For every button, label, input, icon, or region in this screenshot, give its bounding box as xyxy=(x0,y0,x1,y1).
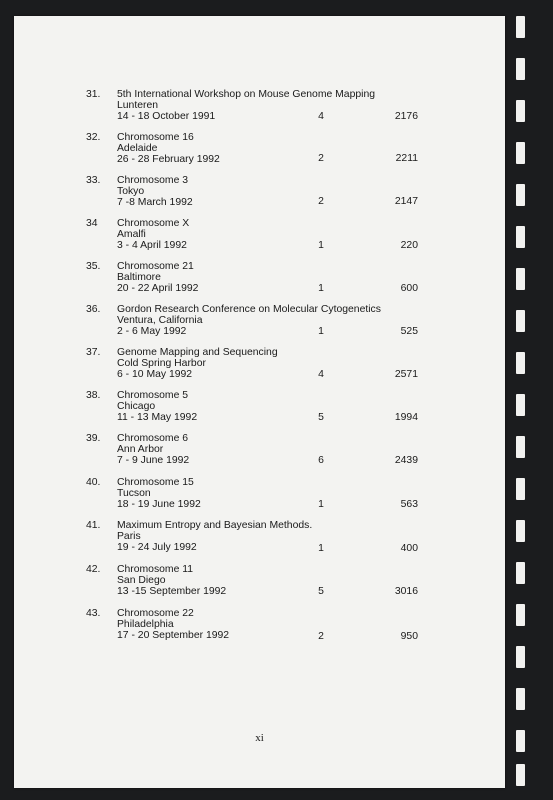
entry-pages: 3016 xyxy=(394,586,418,597)
spiral-binding xyxy=(516,16,530,788)
binding-hole xyxy=(516,352,525,374)
entry-location: San Diego xyxy=(117,575,166,586)
entry-count: 5 xyxy=(318,586,324,597)
entry-number: 36. xyxy=(86,304,101,315)
entry-count: 2 xyxy=(318,631,324,642)
entry-location: Amalfi xyxy=(117,229,146,240)
entry-location: Tokyo xyxy=(117,186,145,197)
entry-count: 2 xyxy=(318,153,324,164)
binding-hole xyxy=(516,268,525,290)
entry-location: Philadelphia xyxy=(117,619,174,630)
entry-pages: 2439 xyxy=(394,455,418,466)
entry-dates: 26 - 28 February 1992 xyxy=(117,154,220,165)
entry-pages: 400 xyxy=(400,543,418,554)
binding-hole xyxy=(516,436,525,458)
entry-dates: 20 - 22 April 1992 xyxy=(117,283,199,294)
entry-pages: 1994 xyxy=(394,412,418,423)
entry-dates: 7 -8 March 1992 xyxy=(117,197,193,208)
entry-dates: 7 - 9 June 1992 xyxy=(117,455,190,466)
entry-pages: 600 xyxy=(400,283,418,294)
entry-title: Chromosome X xyxy=(117,218,190,229)
entry-title: Chromosome 11 xyxy=(117,564,194,575)
entry-dates: 6 - 10 May 1992 xyxy=(117,369,193,380)
binding-hole xyxy=(516,520,525,542)
entry-number: 33. xyxy=(86,175,101,186)
entry-count: 1 xyxy=(318,326,324,337)
binding-hole xyxy=(516,394,525,416)
entry-pages: 2211 xyxy=(395,153,418,164)
binding-hole xyxy=(516,764,525,786)
entry-dates: 13 -15 September 1992 xyxy=(117,586,227,597)
entry-pages: 220 xyxy=(400,240,418,251)
binding-hole xyxy=(516,58,525,80)
entry-dates: 19 - 24 July 1992 xyxy=(117,542,197,553)
entry-title: Chromosome 22 xyxy=(117,608,194,619)
entry-count: 1 xyxy=(318,240,324,251)
entry-title: Chromosome 6 xyxy=(117,433,189,444)
entry-dates: 11 - 13 May 1992 xyxy=(117,412,198,423)
entry-dates: 2 - 6 May 1992 xyxy=(117,326,187,337)
entry-pages: 2176 xyxy=(394,111,418,122)
entry-dates: 17 - 20 September 1992 xyxy=(117,630,230,641)
entry-pages: 950 xyxy=(400,631,418,642)
binding-hole xyxy=(516,226,525,248)
entry-title: Chromosome 3 xyxy=(117,175,189,186)
entry-location: Tucson xyxy=(117,488,151,499)
binding-hole xyxy=(516,604,525,626)
binding-hole xyxy=(516,646,525,668)
entry-number: 32. xyxy=(86,132,101,143)
entry-pages: 2571 xyxy=(394,369,418,380)
entry-dates: 3 - 4 April 1992 xyxy=(117,240,187,251)
entry-location: Cold Spring Harbor xyxy=(117,358,206,369)
entry-location: Chicago xyxy=(117,401,156,412)
entry-location: Baltimore xyxy=(117,272,161,283)
entry-count: 1 xyxy=(318,499,324,510)
entry-location: Ann Arbor xyxy=(117,444,164,455)
entry-number: 35. xyxy=(86,261,101,272)
binding-hole xyxy=(516,688,525,710)
entry-title: Chromosome 5 xyxy=(117,390,189,401)
entry-location: Lunteren xyxy=(117,100,159,111)
entry-count: 5 xyxy=(318,412,324,423)
page-number: xi xyxy=(255,732,264,744)
entry-number: 43. xyxy=(86,608,101,619)
entry-pages: 563 xyxy=(400,499,418,510)
entry-count: 1 xyxy=(318,543,324,554)
entry-title: Genome Mapping and Sequencing xyxy=(117,347,278,358)
entry-number: 38. xyxy=(86,390,101,401)
entry-location: Paris xyxy=(117,531,141,542)
binding-hole xyxy=(516,562,525,584)
entry-number: 37. xyxy=(86,347,101,358)
binding-hole xyxy=(516,730,525,752)
entry-count: 4 xyxy=(318,369,324,380)
entry-count: 6 xyxy=(318,455,324,466)
binding-hole xyxy=(516,478,525,500)
entry-dates: 18 - 19 June 1992 xyxy=(117,499,201,510)
entry-title: Chromosome 21 xyxy=(117,261,194,272)
binding-hole xyxy=(516,100,525,122)
entry-location: Ventura, California xyxy=(117,315,203,326)
binding-hole xyxy=(516,16,525,38)
entry-title: 5th International Workshop on Mouse Genome Mapping xyxy=(117,89,375,100)
document-page xyxy=(14,16,505,788)
entry-number: 42. xyxy=(86,564,101,575)
entry-count: 2 xyxy=(318,196,324,207)
entry-title: Maximum Entropy and Bayesian Methods. xyxy=(117,520,313,531)
entry-dates: 14 - 18 October 1991 xyxy=(117,111,216,122)
binding-hole xyxy=(516,142,525,164)
entry-number: 41. xyxy=(86,520,101,531)
entry-count: 1 xyxy=(318,283,324,294)
entry-pages: 2147 xyxy=(394,196,418,207)
entry-count: 4 xyxy=(318,111,324,122)
entry-number: 34 xyxy=(86,218,98,229)
entry-number: 31. xyxy=(86,89,101,100)
entry-pages: 525 xyxy=(400,326,418,337)
binding-hole xyxy=(516,310,525,332)
entry-location: Adelaide xyxy=(117,143,158,154)
entry-title: Chromosome 16 xyxy=(117,132,194,143)
entry-number: 40. xyxy=(86,477,101,488)
entry-title: Gordon Research Conference on Molecular Cytogenetics xyxy=(117,304,381,315)
entry-number: 39. xyxy=(86,433,101,444)
binding-hole xyxy=(516,184,525,206)
entry-title: Chromosome 15 xyxy=(117,477,194,488)
